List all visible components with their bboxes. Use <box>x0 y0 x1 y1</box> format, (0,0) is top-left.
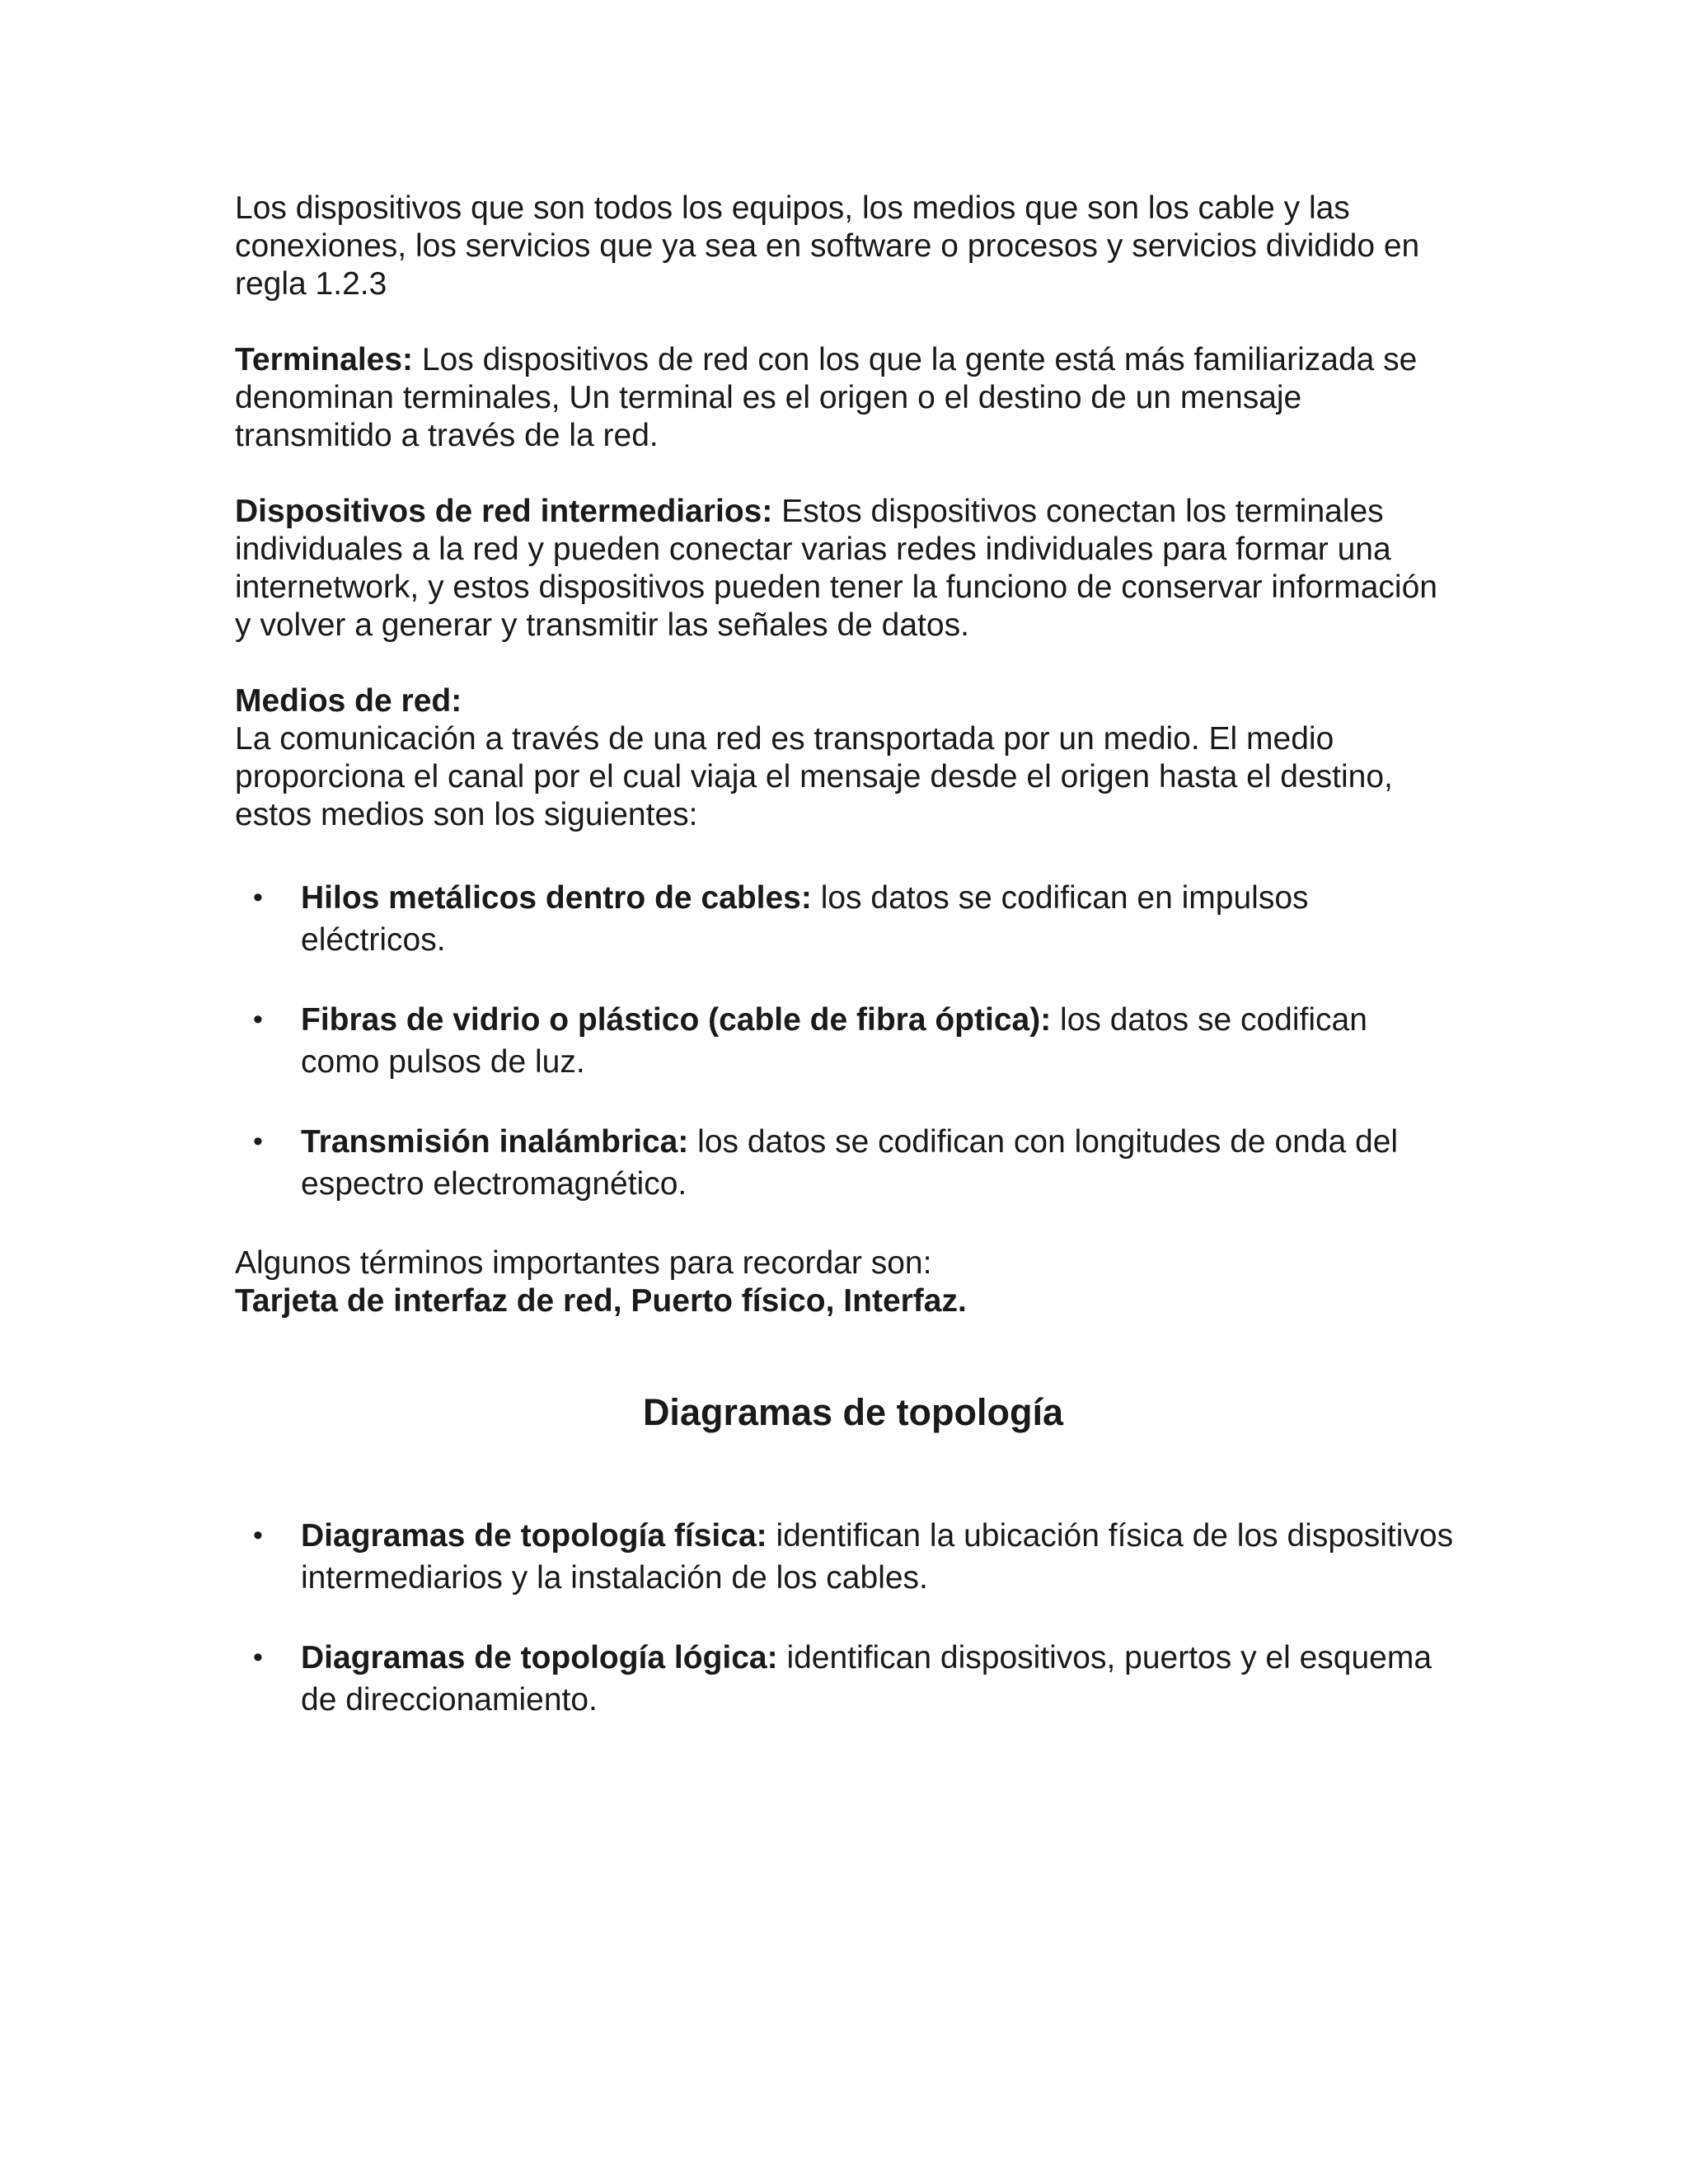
list-item-text: los datos se codifican en impulsos eléctricos. <box>301 880 1309 958</box>
medios-heading <box>235 682 1455 720</box>
list-item-label: Transmisión inalámbrica: <box>301 1124 689 1160</box>
list-item <box>235 1637 1455 1721</box>
section-heading: Diagramas de topología <box>642 1391 1064 1433</box>
terminales-label: Terminales: <box>235 342 414 377</box>
intermediarios-paragraph <box>235 493 1455 644</box>
medios-label: Medios de red: <box>235 683 462 719</box>
topology-list <box>235 1515 1455 1721</box>
terms-list-text: Tarjeta de interfaz de red, Puerto físico, Interfaz. <box>235 1283 967 1319</box>
list-item-label: Hilos metálicos dentro de cables: <box>301 880 812 916</box>
list-item-text: los datos se codifican con longitudes de onda del espectro electromagnético. <box>301 1124 1399 1202</box>
list-item <box>235 1515 1455 1599</box>
bullet-icon: • <box>253 1642 263 1673</box>
list-item <box>235 877 1455 961</box>
intro-paragraph: Los dispositivos que son todos los equipos, los medios que son los cable y las conexiones, los servicios que ya sea en software o procesos y servicios dividido en regla 1.2.3 <box>235 190 1420 302</box>
terminales-text: Los dispositivos de red con los que la gente está más familiarizada se denominan terminales, Un terminal es el origen o el destino de un mensaje transmitido a través de la red. <box>235 342 1418 453</box>
media-list <box>235 877 1455 1205</box>
bullet-icon: • <box>253 1004 263 1035</box>
list-item-text: identifican dispositivos, puertos y el esquema de direccionamiento. <box>301 1640 1432 1718</box>
bullet-icon: • <box>253 1520 263 1551</box>
medios-paragraph: La comunicación a través de una red es transportada por un medio. El medio proporciona el canal por el cual viaja el mensaje desde el origen hasta el destino, estos medios son los siguientes: <box>235 721 1393 832</box>
list-item <box>235 1121 1455 1205</box>
list-item-text: identifican la ubicación física de los dispositivos intermediarios y la instalación de los cables. <box>301 1518 1454 1596</box>
intermediarios-label: Dispositivos de red intermediarios: <box>235 494 773 529</box>
terminales-paragraph <box>235 341 1455 455</box>
list-item <box>235 999 1455 1083</box>
terms-intro: Algunos términos importantes para recordar son: <box>235 1245 932 1281</box>
list-item-label: Fibras de vidrio o plástico (cable de fibra óptica): <box>301 1002 1052 1038</box>
list-item-label: Diagramas de topología lógica: <box>301 1640 778 1675</box>
intermediarios-text: Estos dispositivos conectan los terminales individuales a la red y pueden conectar varias redes individuales para formar una internetwork, y estos dispositivos pueden tener la funciono de conservar información y volver a generar y transmitir las señales de datos. <box>235 494 1437 643</box>
list-item-text: los datos se codifican como pulsos de luz. <box>301 1002 1367 1080</box>
document-page <box>235 190 1455 1721</box>
terms-list <box>235 1282 1455 1320</box>
list-item-label: Diagramas de topología física: <box>301 1518 767 1554</box>
bullet-icon: • <box>253 1126 263 1157</box>
bullet-icon: • <box>253 882 263 913</box>
